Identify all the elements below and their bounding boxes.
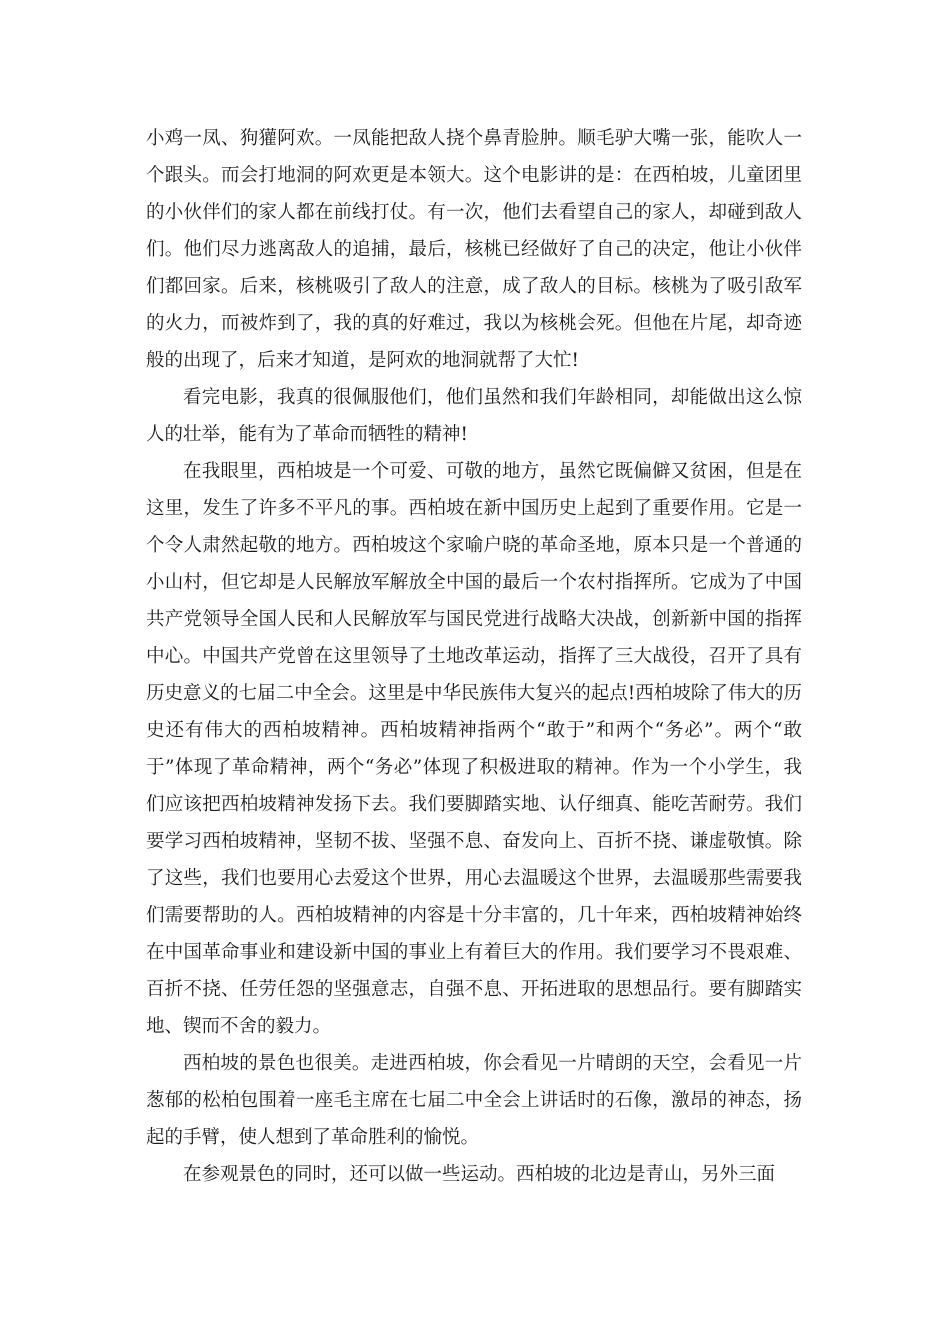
paragraph-1: 小鸡一凤、狗獾阿欢。一凤能把敌人挠个鼻青脸肿。顺毛驴大嘴一张，能吹人一个跟头。而会打地洞的阿欢更是本领大。这个电影讲的是：在西柏坡，儿童团里的小伙伴们的家人都在前线打仗。有一次，他们去看望自己的家人，却碰到敌人们。他们尽力逃离敌人的追捕，最后，核桃已经做好了自己的决定，他让小伙伴们都回家。后来，核桃吸引了敌人的注意，成了敌人的目标。核桃为了吸引敌军的火力，而被炸到了，我的真的好难过，我以为核桃会死。但他在片尾，却奇迹般的出现了，后来才知道，是阿欢的地洞就帮了大忙! [146,128,802,371]
document-body [146,120,802,1193]
paragraph-3: 在我眼里，西柏坡是一个可爱、可敬的地方，虽然它既偏僻又贫困，但是在这里，发生了许多不平凡的事。西柏坡在新中国历史上起到了重要作用。它是一个令人肃然起敬的地方。西柏坡这个家喻户晓的革命圣地，原本只是一个普通的小山村，但它却是人民解放军解放全中国的最后一个农村指挥所。它成为了中国共产党领导全国人民和人民解放军与国民党进行战略大决战，创新新中国的指挥中心。中国共产党曾在这里领导了土地改革运动，指挥了三大战役，召开了具有历史意义的七届二中全会。这里是中华民族伟大复兴的起点!西柏坡除了伟大的历史还有伟大的西柏坡精神。西柏坡精神指两个“敢于”和两个“务必”。两个“敢于”体现了革命精神，两个“务必”体现了积极进取的精神。作为一个小学生，我们应该把西柏坡精神发扬下去。我们要脚踏实地、认仔细真、能吃苦耐劳。我们要学习西柏坡精神，坚韧不拔、坚强不息、奋发向上、百折不挠、谦虚敬慎。除了这些，我们也要用心去爱这个世界，用心去温暖这个世界，去温暖那些需要我们需要帮助的人。西柏坡精神的内容是十分丰富的，几十年来，西柏坡精神始终在中国革命事业和建设新中国的事业上有着巨大的作用。我们要学习不畏艰难、百折不挠、任劳任怨的坚强意志，自强不息、开拓进取的思想品行。要有脚踏实地、锲而不舍的毅力。 [146,461,802,1037]
paragraph-5: 在参观景色的同时，还可以做一些运动。西柏坡的北边是青山，另外三面 [183,1164,776,1185]
paragraph-4: 西柏坡的景色也很美。走进西柏坡，你会看见一片晴朗的天空，会看见一片葱郁的松柏包围着一座毛主席在七届二中全会上讲话时的石像，激昂的神态，扬起的手臂，使人想到了革命胜利的愉悦。 [146,1053,802,1148]
paragraph-2: 看完电影，我真的很佩服他们，他们虽然和我们年龄相同，却能做出这么惊人的壮举，能有为了革命而牺牲的精神! [146,387,802,445]
